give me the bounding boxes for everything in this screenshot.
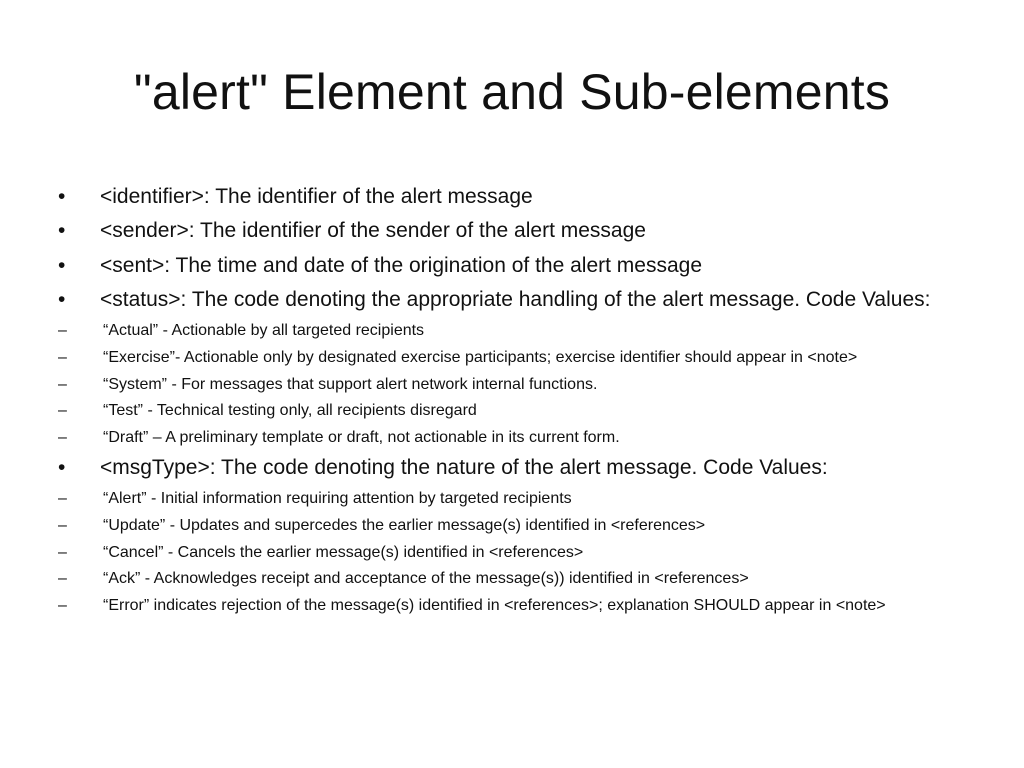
sub-item [58, 427, 968, 449]
dash-icon: – [58, 597, 67, 615]
dash-icon: – [58, 322, 67, 340]
sub-item-text: “Exercise”- Actionable only by designated exercise participants; exercise identifier should appear in <note> [103, 348, 858, 366]
bullet-icon: • [58, 219, 66, 243]
bullet-icon: • [58, 287, 66, 311]
list-item-text: <sent>: The time and date of the origination of the alert message [100, 253, 702, 277]
list-item-identifier [58, 183, 968, 210]
list-item-text: <sender>: The identifier of the sender of the alert message [100, 219, 646, 243]
slide-body [58, 183, 968, 622]
dash-icon: – [58, 490, 67, 508]
sub-item [58, 488, 968, 510]
dash-icon: – [58, 543, 67, 561]
list-item-status [58, 286, 968, 313]
sub-item-text: “Ack” - Acknowledges receipt and acceptance of the message(s)) identified in <references> [103, 570, 749, 588]
bullet-icon: • [58, 253, 66, 277]
bullet-icon: • [58, 185, 66, 208]
sub-item-text: “Test” - Technical testing only, all recipients disregard [103, 402, 477, 420]
list-item-sent [58, 252, 968, 279]
status-values-list [58, 320, 968, 449]
bullet-icon: • [58, 455, 66, 479]
sub-item [58, 515, 968, 537]
dash-icon: – [58, 375, 67, 393]
sub-item-text: “Update” - Updates and supercedes the earlier message(s) identified in <references> [103, 516, 706, 534]
list-item-text: <msgType>: The code denoting the nature of the alert message. Code Values: [100, 455, 828, 479]
sub-item [58, 400, 968, 422]
sub-item-text: “Cancel” - Cancels the earlier message(s) identified in <references> [103, 543, 584, 561]
sub-item-text: “System” - For messages that support alert network internal functions. [103, 375, 598, 393]
list-item-msgtype [58, 454, 968, 481]
sub-item-text: “Alert” - Initial information requiring attention by targeted recipients [103, 490, 572, 508]
sub-item [58, 320, 968, 342]
dash-icon: – [58, 516, 67, 534]
sub-item [58, 374, 968, 396]
dash-icon: – [58, 348, 67, 366]
dash-icon: – [58, 570, 67, 588]
sub-item [58, 542, 968, 564]
sub-item [58, 347, 968, 369]
sub-item [58, 595, 968, 617]
bullet-list-continued [58, 454, 968, 481]
sub-item-text: “Actual” - Actionable by all targeted recipients [103, 322, 425, 340]
dash-icon: – [58, 429, 67, 447]
list-item-sender [58, 217, 968, 244]
list-item-text: <identifier>: The identifier of the alert message [100, 185, 533, 208]
msgtype-values-list [58, 488, 968, 617]
list-item-text: <status>: The code denoting the appropriate handling of the alert message. Code Values: [100, 287, 931, 311]
sub-item-text: “Draft” – A preliminary template or draft, not actionable in its current form. [103, 429, 620, 447]
bullet-list [58, 183, 968, 313]
sub-item [58, 568, 968, 590]
slide-title: "alert" Element and Sub-elements [133, 64, 891, 120]
dash-icon: – [58, 402, 67, 420]
sub-item-text: “Error” indicates rejection of the message(s) identified in <references>; explanation SHOULD appear in <note> [103, 597, 886, 615]
